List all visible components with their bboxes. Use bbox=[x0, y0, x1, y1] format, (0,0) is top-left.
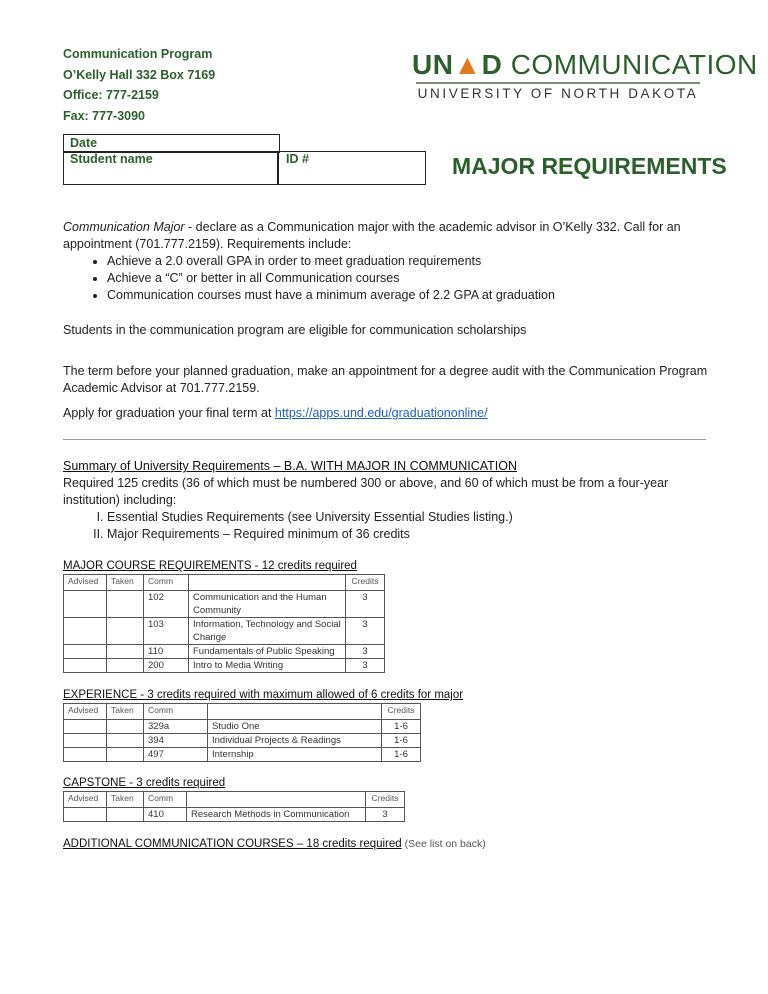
comm-header: Comm bbox=[144, 575, 189, 591]
experience-heading: EXPERIENCE - 3 credits required with maximum allowed of 6 credits for major bbox=[63, 689, 464, 701]
credits-header: Credits bbox=[366, 792, 405, 808]
table-row bbox=[64, 734, 421, 748]
course-number: 497 bbox=[144, 748, 208, 762]
experience-table bbox=[63, 703, 421, 762]
id-label: ID # bbox=[286, 152, 309, 166]
course-name: Fundamentals of Public Speaking bbox=[189, 645, 346, 659]
major-requirements-heading: MAJOR COURSE REQUIREMENTS - 12 credits required bbox=[63, 560, 357, 572]
advised-header: Advised bbox=[64, 792, 107, 808]
course-number: 329a bbox=[144, 720, 208, 734]
university-summary bbox=[63, 458, 708, 543]
graduation-note-text: Apply for graduation your final term at bbox=[63, 406, 275, 420]
course-number: 394 bbox=[144, 734, 208, 748]
logo-divider bbox=[416, 82, 700, 84]
contact-block bbox=[63, 44, 215, 126]
credits-header: Credits bbox=[382, 704, 421, 720]
course-number: 200 bbox=[144, 659, 189, 673]
comm-header: Comm bbox=[144, 704, 208, 720]
advised-checkbox[interactable] bbox=[64, 591, 107, 618]
advised-checkbox[interactable] bbox=[64, 734, 107, 748]
course-name: Intro to Media Writing bbox=[189, 659, 346, 673]
advised-checkbox[interactable] bbox=[64, 748, 107, 762]
course-credits: 1-6 bbox=[382, 720, 421, 734]
taken-checkbox[interactable] bbox=[107, 591, 144, 618]
course-number: 103 bbox=[144, 618, 189, 645]
taken-header: Taken bbox=[107, 792, 144, 808]
office-phone: Office: 777-2159 bbox=[63, 88, 159, 102]
summary-heading: Summary of University Requirements – B.A. WITH MAJOR IN COMMUNICATION bbox=[63, 459, 517, 473]
program-name: Communication Program bbox=[63, 47, 213, 61]
taken-checkbox[interactable] bbox=[107, 645, 144, 659]
additional-note: (See list on back) bbox=[401, 838, 486, 850]
advised-checkbox[interactable] bbox=[64, 659, 107, 673]
course-name: Communication and the Human Community bbox=[189, 591, 346, 618]
advised-checkbox[interactable] bbox=[64, 808, 107, 822]
course-name: Internship bbox=[208, 748, 382, 762]
flame-icon: ▲ bbox=[453, 49, 482, 80]
table-row bbox=[64, 645, 385, 659]
taken-checkbox[interactable] bbox=[107, 808, 144, 822]
scholarship-note: Students in the communication program are eligible for communication scholarships bbox=[63, 323, 527, 337]
taken-checkbox[interactable] bbox=[107, 748, 144, 762]
course-name: Information, Technology and Social Change bbox=[189, 618, 346, 645]
taken-checkbox[interactable] bbox=[107, 659, 144, 673]
advised-header: Advised bbox=[64, 704, 107, 720]
major-intro-text: - declare as a Communication major with the academic advisor in O’Kelly 332. Call for an appointment (701.777.2159). Requirements include: bbox=[63, 220, 681, 251]
list-item: II. Major Requirements – Required minimum of 36 credits bbox=[107, 526, 708, 543]
course-number: 102 bbox=[144, 591, 189, 618]
course-name: Research Methods in Communication bbox=[187, 808, 366, 822]
logo-university-name: UNIVERSITY OF NORTH DAKOTA bbox=[417, 86, 699, 101]
summary-list bbox=[63, 509, 708, 543]
summary-text: Required 125 credits (36 of which must be numbered 300 or above, and 60 of which must be from a four-year institution) including: bbox=[63, 476, 669, 507]
major-intro bbox=[63, 219, 703, 304]
advised-checkbox[interactable] bbox=[64, 720, 107, 734]
list-item: • Achieve a 2.0 overall GPA in order to meet graduation requirements bbox=[107, 253, 703, 270]
course-credits: 3 bbox=[346, 645, 385, 659]
graduation-note bbox=[63, 405, 488, 422]
course-number: 410 bbox=[144, 808, 187, 822]
list-item: • Achieve a “C” or better in all Communication courses bbox=[107, 270, 703, 287]
capstone-heading: CAPSTONE - 3 credits required bbox=[63, 777, 226, 789]
logo-d-letter: D bbox=[481, 49, 503, 80]
taken-checkbox[interactable] bbox=[107, 734, 144, 748]
date-label: Date bbox=[70, 136, 98, 150]
degree-audit-note: The term before your planned graduation, make an appointment for a degree audit with the Communication Program Academic Advisor at 701.777.2159. bbox=[63, 364, 708, 395]
advised-checkbox[interactable] bbox=[64, 618, 107, 645]
course-name: Individual Projects & Readings bbox=[208, 734, 382, 748]
course-name: Studio One bbox=[208, 720, 382, 734]
table-row bbox=[64, 808, 405, 822]
student-name-label: Student name bbox=[70, 152, 153, 166]
divider bbox=[63, 439, 706, 440]
taken-checkbox[interactable] bbox=[107, 618, 144, 645]
course-credits: 3 bbox=[346, 659, 385, 673]
table-row bbox=[64, 591, 385, 618]
requirements-list bbox=[63, 253, 703, 304]
additional-courses bbox=[63, 838, 486, 850]
course-credits: 3 bbox=[346, 591, 385, 618]
taken-header: Taken bbox=[107, 704, 144, 720]
major-requirements-table bbox=[63, 574, 385, 673]
graduation-online-link[interactable]: https://apps.und.edu/graduationonline/ bbox=[274, 406, 488, 420]
comm-header: Comm bbox=[144, 792, 187, 808]
course-credits: 3 bbox=[366, 808, 405, 822]
credits-header: Credits bbox=[346, 575, 385, 591]
table-row bbox=[64, 720, 421, 734]
fax-number: Fax: 777-3090 bbox=[63, 108, 146, 123]
office-address: O’Kelly Hall 332 Box 7169 bbox=[63, 67, 216, 82]
list-item: I. Essential Studies Requirements (see University Essential Studies listing.) bbox=[107, 509, 708, 526]
table-row bbox=[64, 748, 421, 762]
advised-checkbox[interactable] bbox=[64, 645, 107, 659]
list-item: • Communication courses must have a minimum average of 2.2 GPA at graduation bbox=[107, 287, 703, 304]
capstone-table bbox=[63, 791, 405, 822]
logo-wordmark: COMMUNICATION bbox=[510, 49, 758, 80]
table-row bbox=[64, 659, 385, 673]
course-number: 110 bbox=[144, 645, 189, 659]
course-credits: 1-6 bbox=[382, 734, 421, 748]
course-credits: 3 bbox=[346, 618, 385, 645]
taken-checkbox[interactable] bbox=[107, 720, 144, 734]
advised-header: Advised bbox=[64, 575, 107, 591]
taken-header: Taken bbox=[107, 575, 144, 591]
und-communication-logo bbox=[412, 49, 758, 102]
page-title: MAJOR REQUIREMENTS bbox=[452, 153, 727, 179]
course-credits: 1-6 bbox=[382, 748, 421, 762]
additional-heading: ADDITIONAL COMMUNICATION COURSES – 18 credits required bbox=[63, 838, 402, 850]
logo-und-letters: UN bbox=[412, 49, 454, 80]
table-row bbox=[64, 618, 385, 645]
major-intro-lead: Communication Major bbox=[63, 220, 185, 234]
